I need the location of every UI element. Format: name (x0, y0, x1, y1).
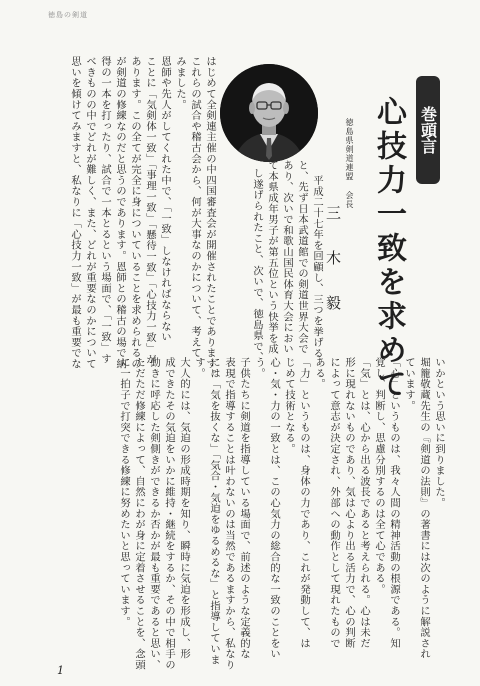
column-lower-right-12: う。 (253, 357, 265, 379)
column-upper-left-4: ことに「気剣体一致」「事理一致」「懸待一致」「心技力一致」が (144, 56, 156, 365)
column-lower-right-0: いかという思いに到りました。 (433, 357, 445, 509)
column-upper-left-3: 恩師や先人がしてくれた中で、「一致」しなければならない (159, 56, 171, 343)
column-upper-right-4: し遂げられたこと、次いで、徳島県で、 (251, 168, 263, 363)
column-lower-left-0: 子供たちに剣道を指導している場面で、前述のような定義的な (238, 357, 250, 660)
column-lower-right-5: 「気」とは、心から出る波長であると考えられる。心は未だ (358, 357, 370, 649)
column-lower-left-6: 動きに呼応した剣側きができるか否かが最も重要であると思い、 (148, 357, 160, 671)
column-upper-right-0: 平成二十七年を回顧し、三つを挙げる (311, 175, 323, 359)
column-upper-left-2: みました。 (174, 56, 186, 110)
section-label-badge: 巻頭言 (416, 76, 440, 184)
column-upper-left-0: はじめて全剣連主催の中四国審査会が開催されたことであります。 (204, 56, 216, 380)
column-lower-right-6: 形に現れないものであり、気は心より出る活力で、心の判断 (343, 357, 355, 649)
page-number: 1 (57, 664, 64, 677)
column-lower-right-2: ています。 (403, 357, 415, 411)
column-upper-left-7: 得の一本を打ったり、試合で一本とるという場面で、「一致」す (99, 56, 111, 365)
column-lower-right-9: 「力」というものは、身体の力であり、これが発動して、は (298, 357, 310, 649)
column-upper-right-1: と、先ず日本武道館での剣道世界大会で (296, 160, 308, 355)
column-lower-left-3: す。 (193, 357, 205, 379)
column-upper-right-2: あり、次いで和歌山国民体育大会におい (281, 160, 293, 355)
column-upper-left-6: が剣道の修練なのだと思うのであります。恩師との稽古の場で納 (114, 56, 126, 370)
article-title: 心技力一致を求めて (371, 96, 406, 402)
column-upper-left-9: 思いを傾けてみますと、私なりに「心技力一致」が最も重要でな (69, 56, 81, 370)
column-upper-right-3: て本県成年男子が第五位という快挙を成 (266, 160, 278, 355)
column-lower-left-2: には「気を抜くな」「気合・気迫をゆるめるな」と指導していま (208, 357, 220, 666)
column-lower-right-4: 覚し、判断し、思慮分別するのは全て心である。 (373, 357, 385, 595)
column-lower-left-8: に一拍子で打突できる修練に努めたいと思っています。 (118, 357, 130, 627)
portrait-image (220, 64, 318, 162)
column-upper-left-5: あります。この全てが完全に身についていることを求められるの (129, 56, 141, 370)
column-lower-left-4: 大人的には、気迫の形成時期を知り、瞬時に気迫を形成し、形 (178, 357, 190, 660)
column-lower-left-1: 表現で指導することは叶わないのは当然であるますから、私なり (223, 357, 235, 671)
column-upper-left-8: べきものの中でどれが難しく、また、どれが重要なのかについて (84, 56, 96, 370)
column-lower-right-11: 心・気・力の一致とは、この心気力の総合的な一致のことをい (268, 357, 280, 660)
author-portrait (220, 64, 318, 162)
column-lower-left-7: ただただ修練によって、自然にわが身に定着させることを、念頭 (133, 357, 145, 671)
column-lower-right-10: じめて技術となる。 (283, 357, 295, 455)
column-lower-right-7: によって意志が決定され、外部への動作として現れたもので (328, 357, 340, 649)
column-lower-left-5: 成できたその気迫をいかに維持・継続をするか、その中で相手の (163, 357, 175, 671)
column-lower-right-3: 「心」というものは、我々人間の精神活動の根源である。知 (388, 357, 400, 649)
column-upper-left-1: これらの試合や稽古会から、何が大事なのかについて、考えて (189, 56, 201, 359)
column-lower-right-8: ある。 (313, 357, 325, 390)
author-name: 三木毅 (324, 205, 342, 340)
running-header: 徳島の剣道 (48, 11, 88, 19)
author-organization: 徳島県剣道連盟 会長 (345, 118, 354, 209)
column-lower-right-1: 堀籠敬蔵先生の『剣道の法則』の著書には次のように解説され (418, 357, 430, 660)
